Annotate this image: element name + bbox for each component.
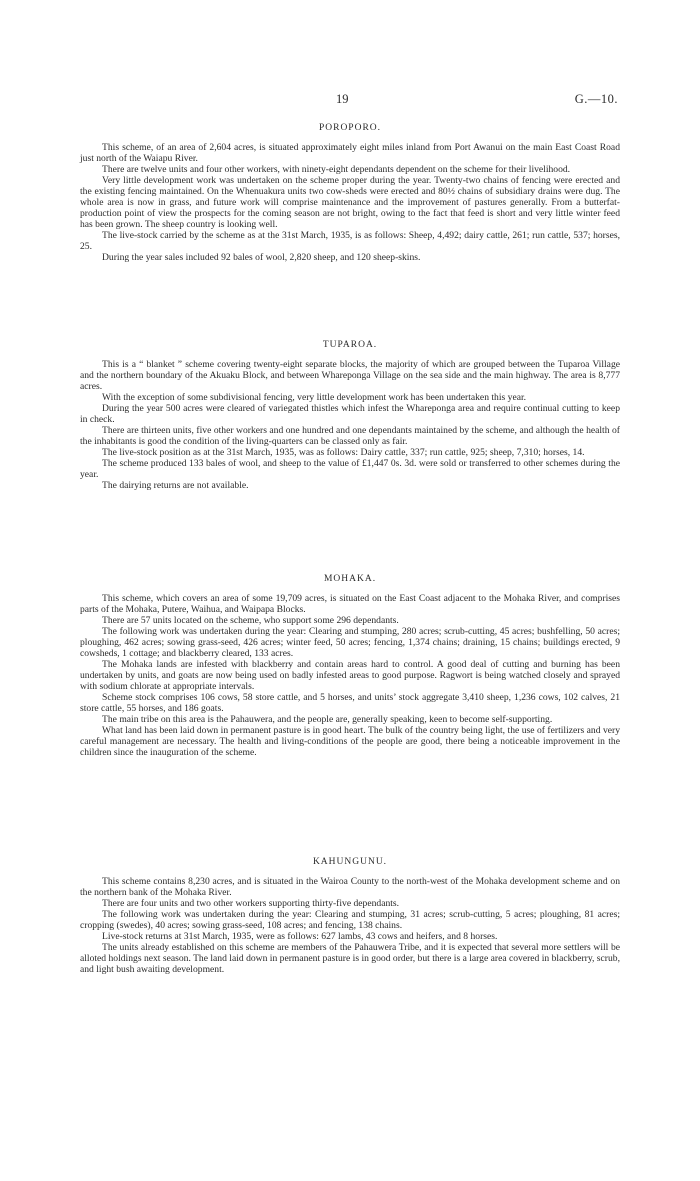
paragraph: The following work was undertaken during the year: Clearing and stumping, 31 acres; scrub-cutting, 5 acres; ploughing, 81 acres; cropping (swedes), 40 acres; sowing grass-seed, 108 acres; and fencing, 138 chains. — [80, 909, 620, 931]
section-title: TUPAROA. — [322, 340, 378, 350]
paragraph: The following work was undertaken during the year: Clearing and stumping, 280 acres; scrub-cutting, 45 acres; bushfelling, 50 acres; ploughing, 462 acres; sowing grass-seed, 426 acres; winter feed, 50 acres; fencing, 1,374 chains; draining, 15 chains; buildings erected, 9 cowsheds, 1 cottage; and blackberry cleared, 133 acres. — [80, 626, 620, 659]
paragraph: The main tribe on this area is the Pahauwera, and the people are, generally speaking, keen to become self-supporting. — [102, 714, 553, 725]
section-mohaka — [80, 574, 620, 758]
section-tuparoa — [80, 340, 620, 491]
paragraph: With the exception of some subdivisional fencing, very little development work has been undertaken this year. — [102, 392, 527, 403]
paragraph: During the year sales included 92 bales of wool, 2,820 sheep, and 120 sheep-skins. — [102, 252, 421, 263]
paragraph: There are four units and two other workers supporting thirty-five dependants. — [102, 898, 400, 909]
section-kahungunu — [80, 857, 620, 975]
paragraph: The scheme produced 133 bales of wool, and sheep to the value of £1,447 0s. 3d. were sold or transferred to other schemes during the year. — [80, 458, 620, 480]
paragraph: There are twelve units and four other workers, with ninety-eight dependants dependent on the scheme for their livelihood. — [102, 164, 571, 175]
paragraph: This scheme, which covers an area of some 19,709 acres, is situated on the East Coast adjacent to the Mohaka River, and comprises parts of the Mohaka, Putere, Waihua, and Waipapa Blocks. — [80, 593, 620, 615]
page-header — [0, 92, 700, 112]
paragraph: The Mohaka lands are infested with blackberry and contain areas hard to control. A good deal of cutting and burning has been undertaken by units, and goats are now being used on badly infested areas to good purpose. Ragwort is being watched closely and sprayed with sodium chlorate at appropriate intervals. — [80, 659, 620, 692]
paragraph: What land has been laid down in permanent pasture is in good heart. The bulk of the country being light, the use of fertilizers and very careful management are necessary. The health and living-conditions of the people are good, there being a noticeable improvement in the children since the inauguration of the scheme. — [80, 725, 620, 758]
section-title: POROPORO. — [318, 123, 382, 133]
page-number: 19 — [336, 92, 349, 106]
paragraph: During the year 500 acres were cleared of variegated thistles which infest the Whareponga area and require continual cutting to keep in check. — [80, 403, 620, 425]
paragraph: The live-stock position as at the 31st March, 1935, was as follows: Dairy cattle, 337; run cattle, 925; sheep, 7,310; horses, 14. — [102, 447, 585, 458]
section-poroporo — [80, 123, 620, 263]
paragraph: Scheme stock comprises 106 cows, 58 store cattle, and 5 horses, and units’ stock aggregate 3,410 sheep, 1,236 cows, 102 calves, 21 store cattle, 55 horses, and 186 goats. — [80, 692, 620, 714]
section-title: MOHAKA. — [323, 574, 377, 584]
paragraph: This scheme contains 8,230 acres, and is situated in the Wairoa County to the north-west of the Mohaka development scheme and on the northern bank of the Mohaka River. — [80, 876, 620, 898]
paragraph: Very little development work was undertaken on the scheme proper during the year. Twenty-two chains of fencing were erected and the existing fencing maintained. On the Whenuakura units two cow-sheds were erected and 80½ chains of subsidiary drains were dug. The whole area is now in grass, and future work will comprise maintenance and the improvement of pastures generally. From a butterfat-production point of view the prospects for the coming season are not bright, owing to the fact that feed is short and very little winter feed has been grown. The sheep country is looking well. — [80, 175, 620, 230]
paragraph: Live-stock returns at 31st March, 1935, were as follows: 627 lambs, 43 cows and heifers, and 8 horses. — [102, 931, 498, 942]
paragraph: This scheme, of an area of 2,604 acres, is situated approximately eight miles inland from Port Awanui on the main East Coast Road just north of the Waiapu River. — [80, 142, 620, 164]
paragraph: This is a “ blanket ” scheme covering twenty-eight separate blocks, the majority of which are grouped between the Tuparoa Village and the northern boundary of the Akuaku Block, and between Whareponga Village on the sea side and the main highway. The area is 8,777 acres. — [80, 359, 620, 392]
paragraph: The dairying returns are not available. — [102, 480, 249, 491]
paragraph: The live-stock carried by the scheme as at the 31st March, 1935, is as follows: Sheep, 4,492; dairy cattle, 261; run cattle, 537; horses, 25. — [80, 230, 620, 252]
paragraph: The units already established on this scheme are members of the Pahauwera Tribe, and it is expected that several more settlers will be alloted holdings next season. The land laid down in permanent pasture is in good order, but there is a large area covered in blackberry, scrub, and light bush awaiting development. — [80, 942, 620, 975]
paragraph: There are 57 units located on the scheme, who support some 296 dependants. — [102, 615, 399, 626]
document-reference: G.—10. — [574, 92, 618, 106]
section-title: KAHUNGUNU. — [312, 857, 388, 867]
paragraph: There are thirteen units, five other workers and one hundred and one dependants maintained by the scheme, and although the health of the inhabitants is good the condition of the living-quarters can be classed only as fair. — [80, 425, 620, 447]
